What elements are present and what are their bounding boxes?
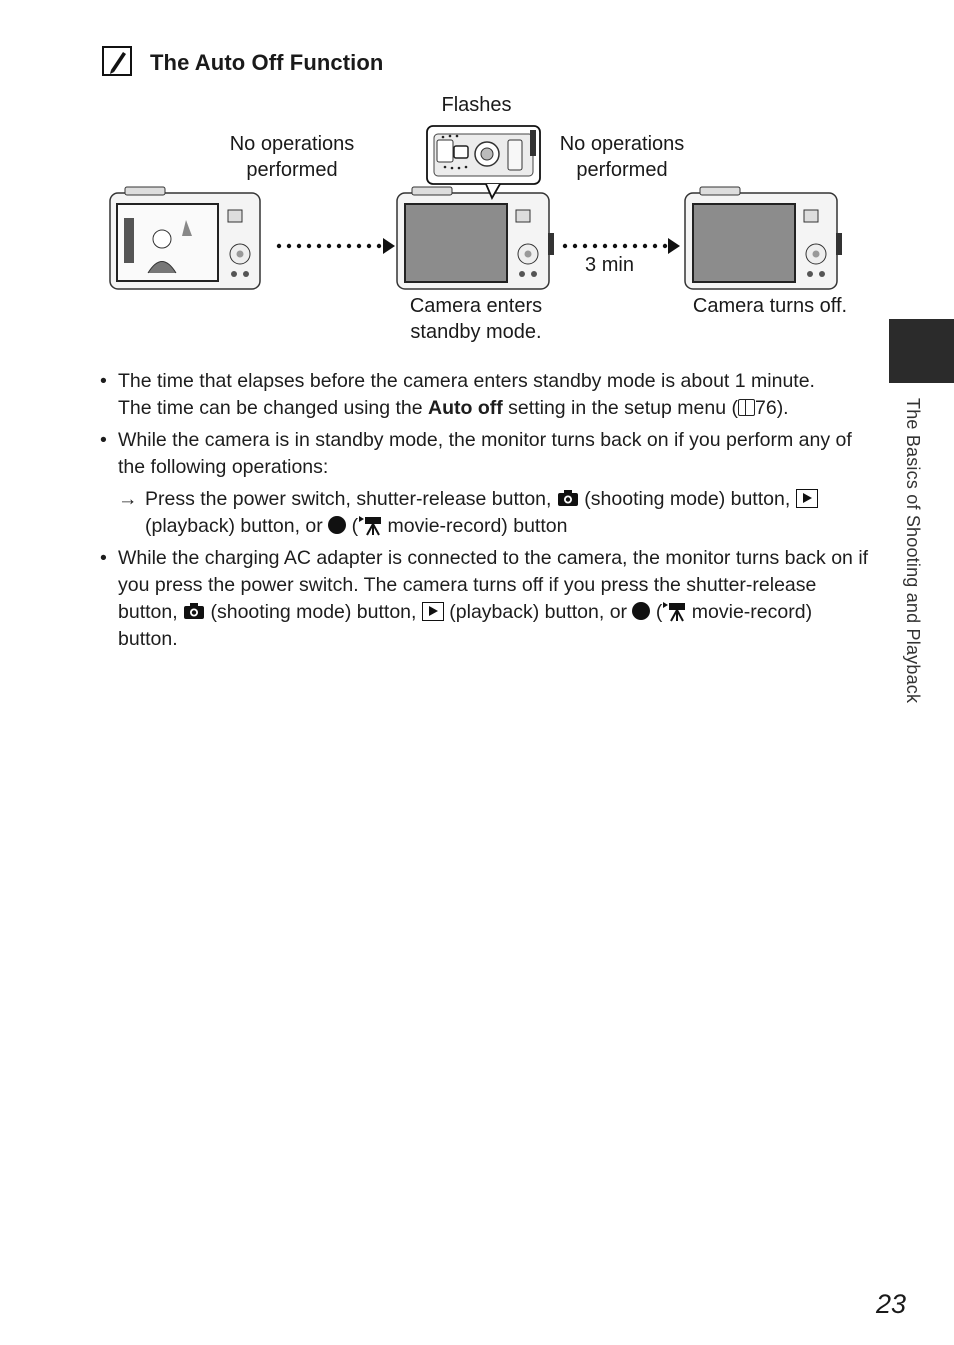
playback-icon — [422, 602, 444, 621]
bullet-1-line-1: The time that elapses before the camera enters standby mode is about 1 minute. — [118, 370, 815, 392]
label-no-operations-2: No operations performed — [559, 133, 685, 181]
label-no-operations-1: No operations performed — [229, 133, 355, 181]
page-reference-link[interactable]: 76 — [754, 397, 777, 419]
chapter-title-vertical: The Basics of Shooting and Playback — [903, 398, 923, 704]
chapter-tab-marker — [889, 319, 954, 383]
sub-item-operations: → Press the power switch, shutter-release button, (shooting mode) button, (playback) button, or ( movie-record) button — [100, 486, 870, 540]
arrow-icon: → — [118, 488, 138, 510]
dotted-arrow-1 — [277, 238, 395, 254]
bullet-dot: • — [100, 547, 107, 569]
camera-icon — [183, 602, 205, 620]
bullet-dot: • — [100, 429, 107, 451]
camera-standby-illustration — [397, 187, 554, 289]
movie-icon — [662, 600, 686, 622]
bullet-1-line-2: The time can be changed using the Auto off setting in the setup menu ( 76). — [118, 397, 789, 419]
note-pencil-icon — [102, 46, 132, 76]
auto-off-setting-name: Auto off — [428, 397, 503, 419]
movie-record-dot-icon — [328, 516, 346, 534]
bullet-item-2: • While the camera is in standby mode, the monitor turns back on if you perform any of the following operations: — [100, 429, 852, 478]
label-flashes: Flashes — [441, 94, 512, 116]
movie-record-dot-icon — [632, 602, 650, 620]
page-reference-icon — [738, 399, 755, 416]
auto-off-diagram — [100, 88, 870, 358]
playback-icon — [796, 489, 818, 508]
section-title: The Auto Off Function — [150, 50, 384, 75]
page-number: 23 — [876, 1289, 907, 1319]
bullet-item-1 — [100, 368, 870, 422]
bullet-item-3: • While the charging AC adapter is connected to the camera, the monitor turns back on if you press the power switch. The camera turns off if you press the shutter-release button, (shooting mode) button, (playback) button, or ( movie-record) button. — [100, 547, 869, 650]
movie-icon — [358, 514, 382, 536]
body-text — [100, 368, 870, 658]
camera-off-illustration — [685, 187, 842, 289]
bullet-dot: • — [100, 370, 107, 392]
camera-active-illustration — [110, 187, 260, 289]
camera-icon — [557, 489, 579, 507]
label-standby-mode: Camera enters standby mode. — [409, 295, 543, 343]
label-camera-turns-off: Camera turns off. — [692, 295, 848, 317]
label-3-min: 3 min — [585, 254, 634, 276]
